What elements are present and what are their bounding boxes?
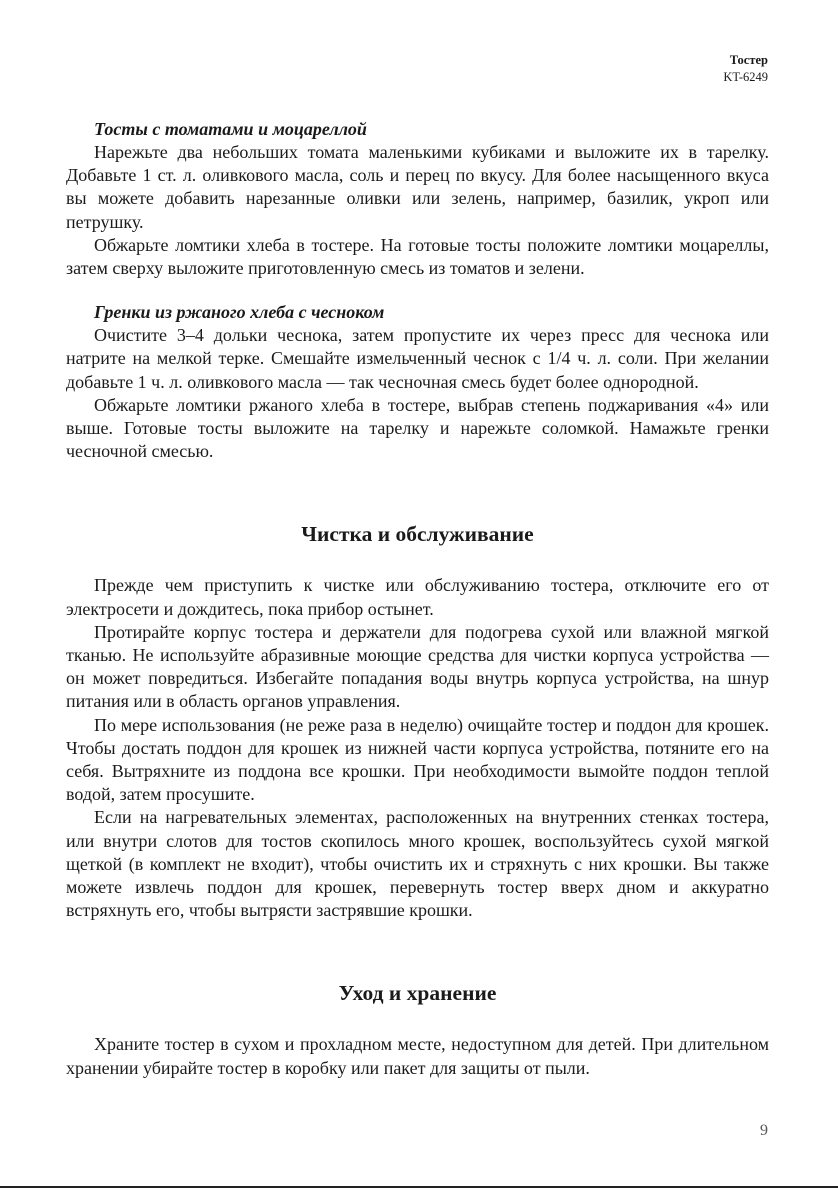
header-product: Тостер: [729, 53, 768, 67]
paragraph: Протирайте корпус тостера и держатели для подогрева сухой или влажной мягкой тканью. Не используйте абразивные моющие средства для чистки корпуса устройства — он может повредиться. Избегайте попадания воды внутрь корпуса устройства, на шнур питания или в область органов управления.: [66, 621, 769, 712]
page-number: 9: [760, 1122, 768, 1139]
paragraph: Если на нагревательных элементах, расположенных на внутренних стенках тостера, или внутри слотов для тостов скопилось много крошек, воспользуйтесь сухой мягкой щеткой (в комплект не входит), чтобы очистить их и стряхнуть с них крошки. Вы также можете извлечь поддон для крошек, перевернуть тостер вверх дном и аккуратно встряхнуть его, чтобы вытрясти застрявшие крошки.: [66, 807, 769, 921]
paragraph: Храните тостер в сухом и прохладном месте, недоступном для детей. При длительном хранении убирайте тостер в коробку или пакет для защиты от пыли.: [66, 1034, 769, 1078]
section-title: Чистка и обслуживание: [301, 522, 534, 547]
paragraph: Прежде чем приступить к чистке или обслуживанию тостера, отключите его от электросети и дождитесь, пока прибор остынет.: [66, 575, 769, 619]
page-header: [723, 52, 768, 86]
paragraph: Обжарьте ломтики хлеба в тостере. На готовые тосты положите ломтики моцареллы, затем сверху выложите приготовленную смесь из томатов и зелени.: [66, 234, 769, 279]
bottom-divider: [0, 1186, 838, 1188]
paragraph: Нарежьте два небольших томата маленькими кубиками и выложите их в тарелку. Добавьте 1 ст. л. оливкового масла, соль и перец по вкусу. Для более насыщенного вкуса вы можете добавить нарезанные оливки или зелень, например, базилик, укроп или петрушку.: [66, 142, 769, 232]
page-content: [66, 118, 769, 1080]
section-title: Уход и хранение: [338, 981, 497, 1006]
recipe-title: Гренки из ржаного хлеба с чесноком: [94, 302, 385, 323]
section-cleaning: [66, 521, 769, 922]
section-care-storage: [66, 980, 769, 1079]
recipe-title: Тосты с томатами и моцареллой: [94, 119, 367, 139]
paragraph: Обжарьте ломтики ржаного хлеба в тостере, выбрав степень поджаривания «4» или выше. Готовые тосты выложите на тарелку и нарежьте соломкой. Намажьте гренки чесночной смесью.: [66, 394, 769, 462]
recipe-rye-croutons: [66, 301, 769, 463]
recipe-tomato-mozzarella: [66, 118, 769, 280]
header-model: KT-6249: [723, 70, 768, 84]
paragraph: По мере использования (не реже раза в неделю) очищайте тостер и поддон для крошек. Чтобы достать поддон для крошек из нижней части корпуса устройства, потяните его на себя. Вытряхните из поддона все крошки. При необходимости вымойте поддон теплой водой, затем просушите.: [66, 714, 769, 805]
paragraph: Очистите 3–4 дольки чеснока, затем пропустите их через пресс для чеснока или натрите на мелкой терке. Смешайте измельченный чеснок с 1/4 ч. л. соли. При желании добавьте 1 ч. л. оливкового масла — так чесночная смесь будет более однородной.: [66, 325, 769, 392]
